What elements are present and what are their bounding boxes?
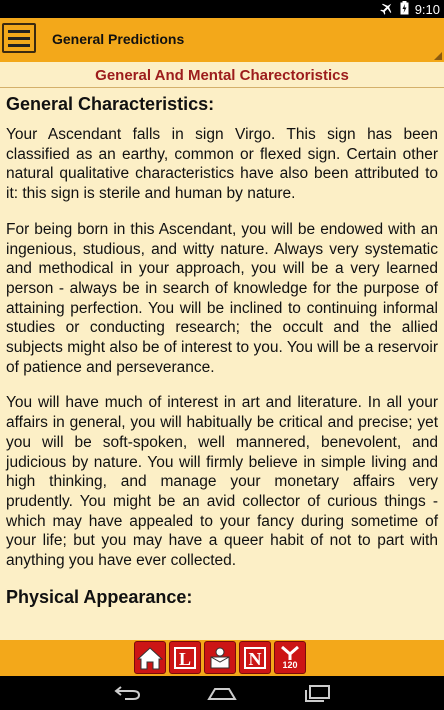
recent-apps-icon[interactable] <box>302 682 332 704</box>
menu-button[interactable] <box>2 23 36 53</box>
overflow-corner-icon[interactable] <box>434 52 442 60</box>
hamburger-icon-line <box>8 37 30 40</box>
svg-text:L: L <box>178 648 192 669</box>
status-bar <box>0 0 444 18</box>
year-120-icon[interactable] <box>274 641 306 674</box>
navigation-bar <box>0 676 444 710</box>
horoscope-icon[interactable] <box>204 641 236 674</box>
app-title: General Predictions <box>52 31 185 47</box>
paragraph: You will have much of interest in art and literature. In all your affairs in general, you will habitually be critical and precise; yet you will be soft-spoken, well mannered, benevolent, and judicious by nature. You will firmly believe in simple living and high thinking, and manage your monetary affairs very prudently. You might be an avid collector of curious things - which may have appealed to your fancy during sometime of your life; but you may have a queer habit of not to part with anything you have ever collected. <box>6 394 438 570</box>
status-icons <box>380 0 440 18</box>
content-area[interactable] <box>0 62 444 640</box>
year-120-label: 120 <box>282 659 298 670</box>
subheading-physical-appearance: Physical Appearance: <box>6 586 193 607</box>
battery-charging-icon <box>400 1 409 18</box>
bottom-toolbar <box>0 640 444 676</box>
back-icon[interactable] <box>112 682 142 704</box>
airplane-mode-icon <box>380 1 394 18</box>
numerology-icon[interactable] <box>239 641 271 674</box>
subheading-general-characteristics: General Characteristics: <box>6 94 215 114</box>
hamburger-icon-line <box>8 44 30 47</box>
home-nav-icon[interactable] <box>207 682 237 704</box>
section-heading: General And Mental Charectoristics <box>95 67 349 84</box>
divider <box>0 87 444 88</box>
paragraph: Your Ascendant falls in sign Virgo. This sign has been classified as an earthy, common or flexed sign. Certain other natural qualitative characteristics have also been attributed to it: this sign is sterile and human by nature. <box>6 126 438 203</box>
app-bar <box>0 18 444 64</box>
svg-text:N: N <box>248 648 262 669</box>
hamburger-icon <box>8 30 30 33</box>
paragraph: For being born in this Ascendant, you will be endowed with an ingenious, studious, and witty nature. Always very systematic and methodical in your approach, you will be a very learned person - always be in search of knowledge for the purpose of attaining perfection. You will be inclined to continuing informal studies or conducting research; the occult and the allied subjects might also be of interest to you. You will be a reservoir of patience and perseverance. <box>6 220 438 376</box>
home-icon[interactable] <box>134 641 166 674</box>
lal-kitab-icon[interactable] <box>169 641 201 674</box>
status-time: 9:10 <box>414 1 440 17</box>
